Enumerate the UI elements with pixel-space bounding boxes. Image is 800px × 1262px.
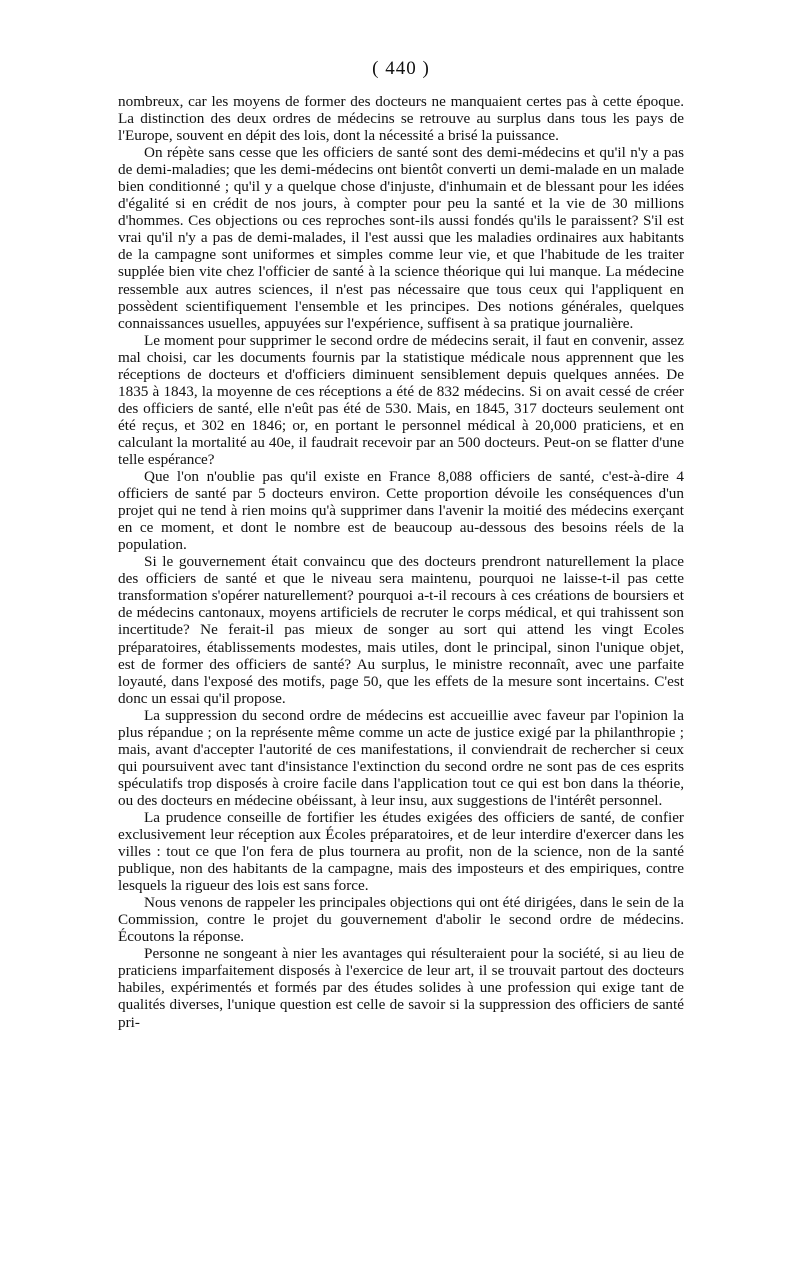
body-text bbox=[118, 93, 684, 1031]
paragraph-objections: Nous venons de rappeler les principales objections qui ont été dirigées, dans le sein de la Commission, contre le projet du gouvernement d'abolir le second ordre de médecins. Écoutons la réponse. bbox=[118, 894, 684, 946]
document-page bbox=[118, 58, 684, 1031]
paragraph-gouvernement: Si le gouvernement était convaincu que des docteurs prendront naturellement la place des officiers de santé et que le niveau sera maintenu, pourquoi ne laisse-t-il pas cette transformation s'opérer naturellement? pourquoi a-t-il recours à ces créations de boursiers et de médecins cantonaux, moyens artificiels de recruter le corps médical, et qui trahissent son incertitude? Ne ferait-il pas mieux de songer au sort qui attend les vingt Ecoles préparatoires, établissements modestes, mais utiles, dont le principal, sinon l'unique objet, est de former des officiers de santé? Au surplus, le ministre reconnaît, avec une parfaite loyauté, dans l'exposé des motifs, page 50, que les effets de la mesure sont incertains. C'est donc un essai qu'il propose. bbox=[118, 553, 684, 707]
paragraph-avantages: Personne ne songeant à nier les avantages qui résulteraient pour la société, si au lieu de praticiens imparfaitement disposés à l'exercice de leur art, il se trouvait partout des docteurs habiles, expérimentés et formés par des études solides à une profession qui exige tant de qualités diverses, l'unique question est celle de savoir si la suppression des officiers de santé pri- bbox=[118, 945, 684, 1031]
paragraph-statistique: Le moment pour supprimer le second ordre de médecins serait, il faut en convenir, assez mal choisi, car les documents fournis par la statistique médicale nous apprennent que les réceptions de docteurs et d'officiers diminuent sensiblement depuis quelques années. De 1835 à 1843, la moyenne de ces réceptions a été de 832 médecins. Si on avait cessé de créer des officiers de santé, elle n'eût pas été de 530. Mais, en 1845, 317 docteurs seulement ont été reçus, et 302 en 1846; or, en portant le personnel médical à 20,000 praticiens, et en calculant la mortalité au 40e, il faudrait recevoir par an 500 docteurs. Peut-on se flatter d'une telle espérance? bbox=[118, 331, 684, 468]
paragraph-continuation: nombreux, car les moyens de former des docteurs ne manquaient certes pas à cette époque. La distinction des deux ordres de médecins se retrouve au surplus dans tous les pays de l'Europe, souvent en dépit des lois, dont la nécessité a brisé la puissance. bbox=[118, 93, 684, 145]
paragraph-proportion: Que l'on n'oublie pas qu'il existe en France 8,088 officiers de santé, c'est-à-dire 4 officiers de santé par 5 docteurs environ. Cette proportion dévoile les conséquences d'un projet qui ne tend à rien moins qu'à supprimer dans l'avenir la moitié des médecins exerçant en ce moment, et dont le nombre est de beaucoup au-dessous des besoins réels de la population. bbox=[118, 468, 684, 554]
paragraph-prudence: La prudence conseille de fortifier les études exigées des officiers de santé, de confier exclusivement leur réception aux Écoles préparatoires, et de leur interdire d'exercer dans les villes : tout ce que l'on fera de plus tournera au profit, non de la science, non de la santé publique, non des habitants de la campagne, mais des imposteurs et des empiriques, contre lesquels la rigueur des lois est sans force. bbox=[118, 808, 684, 895]
page-number: ( 440 ) bbox=[372, 58, 430, 79]
paragraph-demi-medecins: On répète sans cesse que les officiers de santé sont des demi-médecins et qu'il n'y a pas de demi-maladies; que les demi-médecins ont bientôt converti un demi-malade en un malade bien conditionné ; qu'il y a quelque chose d'injuste, d'inhumain et de blessant pour les idées d'égalité si en crédit de nos jours, à compter pour peu la santé et la vie de 30 millions d'hommes. Ces objections ou ces reproches sont-ils aussi fondés qu'ils le paraissent? S'il est vrai qu'il n'y a pas de demi-malades, il l'est aussi que les maladies ordinaires aux habitants de la campagne sont uniformes et simples comme leur vie, et que l'habitude de les traiter supplée bien vite chez l'officier de santé à la science théorique qui lui manque. La médecine ressemble aux autres sciences, il n'est pas nécessaire que tous ceux qui l'appliquent en possèdent scientifiquement l'ensemble et les principes. Des notions générales, quelques connaissances usuelles, appuyées sur l'expérience, suffisent à sa pratique journalière. bbox=[118, 144, 684, 332]
paragraph-suppression: La suppression du second ordre de médecins est accueillie avec faveur par l'opinion la plus répandue ; on la représente même comme un acte de justice exigé par la philanthropie ; mais, avant d'accepter l'autorité de ces manifestations, il conviendrait de rechercher si ceux qui poursuivent avec tant d'insistance l'extinction du second ordre ne sont pas de ces esprits spéculatifs trop disposés à croire facile dans l'application tout ce qui est bon dans la théorie, ou des docteurs en médecine obéissant, à leur insu, aux suggestions de l'intérêt personnel. bbox=[118, 706, 684, 809]
